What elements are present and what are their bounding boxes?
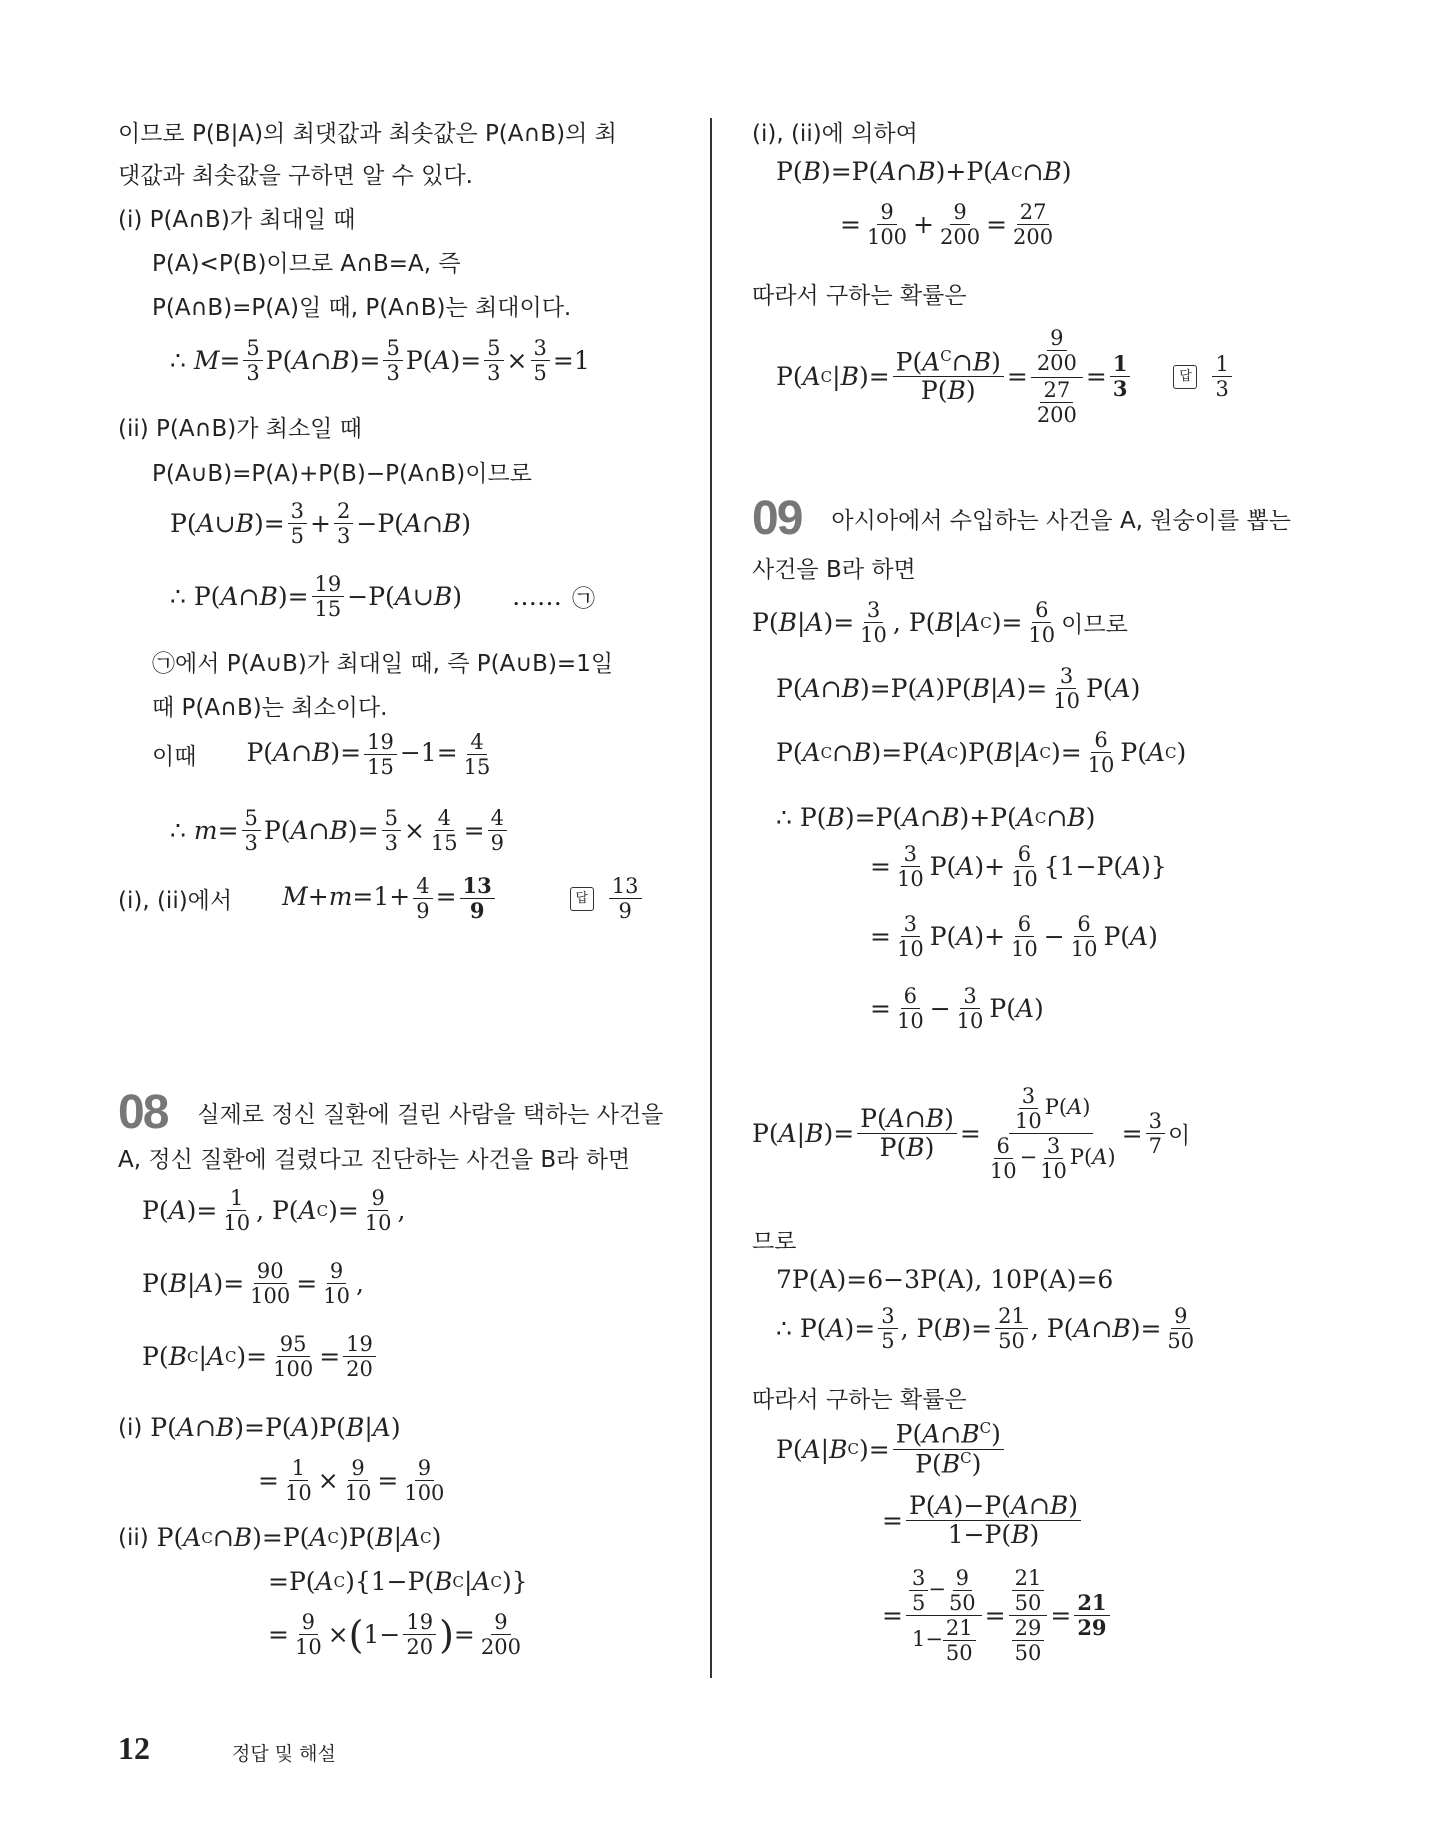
conclusion-line: (i), (ii)에서 M+m=1+ $\frac{4}{9}$ = $\frac{13}{9}$ 답 $\frac{13}{9}$ [118, 875, 645, 922]
right-heading: (i), (ii)에 의하여 [752, 121, 918, 147]
problem-08-number: 08 [118, 1086, 168, 1139]
problem-08-line-1: 실제로 정신 질환에 걸린 사람을 택하는 사건을 [197, 1102, 664, 1128]
equation-m: ∴ m = $\frac{5}{3}$ P( A ∩ B )= $\frac{5}{3}$ × $\frac{4}{15}$ = $\frac{4}{9}$ [170, 807, 510, 854]
equation-08-ii-3: = $\frac{9}{10}$ × ( 1− $\frac{19}{20}$ ) = $\frac{9}{200}$ [268, 1610, 521, 1660]
muro-word: 므로 [752, 1229, 797, 1255]
equation-09-pb-3: = $\frac{3}{10}$ P( A )+ $\frac{6}{10}$ − $\frac{6}{10}$ P( A ) [870, 912, 1158, 962]
equation-09-pb-4: = $\frac{6}{10}$ − $\frac{3}{10}$ P( A ) [870, 984, 1044, 1034]
equation-marker-1: ∴ P( A ∩ B )= $\frac{19}{15}$ −P( A ∪ B ) …… ㉠ [170, 572, 595, 622]
section-title: 정답 및 해설 [232, 1743, 336, 1765]
equation-pb-2: = $\frac{9}{100}$ + $\frac{9}{200}$ = $\frac{27}{200}$ [840, 200, 1054, 250]
equation-union: P( A ∪ B )= $\frac{3}{5}$ + $\frac{2}{3}$ −P( A ∩ B ) [170, 499, 472, 549]
equation-08-i-2: = $\frac{1}{10}$ × $\frac{9}{10}$ = $\frac{9}{100}$ [258, 1456, 445, 1506]
then-word: 이때 [152, 744, 197, 771]
equation-09-pab-cond: P( A | B )= $\frac{P(A\cap B)}{P(B)}$ = $\frac{3}{10}$ P(A) $\frac{6}{10}$ − $\frac{3}{10}$ P(A) = $\frac{3}{7}$ 이 [752, 1084, 1191, 1184]
equation-09-pb: ∴ P( B )=P( A ∩ B )+P( A C ∩ B ) [776, 803, 1096, 832]
case2-line-4b: 때 P(A∩B)는 최소이다. [152, 695, 388, 721]
equation-08-i: (i) P( A ∩ B )=P( A )P( B | A ) [118, 1413, 401, 1442]
equation-08-pbcac: P( B C | A C )= $\frac{95}{100}$ = $\frac{19}{20}$ [142, 1333, 379, 1380]
imuro: 이므로 [1061, 612, 1128, 639]
equation-09-final-2: = $\frac{P(A)-P(A\cap B)}{1-P(B)}$ [882, 1493, 1084, 1549]
column-divider [710, 118, 712, 1678]
equation-then: 이때 P(A∩B)= $\frac{19}{15}$ −1= $\frac{4}{15}$ [152, 730, 491, 780]
problem-09-line-1: 아시아에서 수입하는 사건을 A, 원숭이를 뽑는 [831, 508, 1291, 534]
answer-icon-right: 답 [1173, 365, 1197, 389]
i-word: 이 [1167, 1123, 1191, 1150]
page-number: 12 [118, 1730, 150, 1766]
problem-09-line-2: 사건을 B라 하면 [752, 557, 916, 583]
case1-line-2: P(A∩B)=P(A)일 때, P(A∩B)는 최대이다. [152, 295, 572, 321]
equation-09-pab: P( A ∩ B )=P( A )P( B | A )= $\frac{3}{10}$ P( A ) [776, 664, 1141, 714]
equation-09-values: ∴ P( A )= $\frac{3}{5}$ , P( B )= $\frac{21}{50}$ , P( A ∩ B )= $\frac{9}{50}$ [776, 1304, 1195, 1354]
equation-pb: P( B )=P( A ∩ B )+P( A C ∩ B ) [776, 157, 1072, 186]
equation-09-pb-2: = $\frac{3}{10}$ P( A )+ $\frac{6}{10}$ {1−P( A )} [870, 842, 1167, 892]
problem-09-number: 09 [752, 492, 802, 545]
equation-09-7p: 7P(A)=6−3P(A), 10P(A)=6 [776, 1265, 1114, 1294]
problem-08-line-2: A, 정신 질환에 걸렸다고 진단하는 사건을 B라 하면 [118, 1147, 631, 1173]
case1-heading: (i) P(A∩B)가 최대일 때 [118, 207, 356, 233]
equation-08-ii: (ii) P( A C ∩ B )=P( A C )P( B | A C ) [118, 1523, 442, 1552]
dots: …… [511, 582, 562, 612]
equation-09-final-3: = $\frac{3}{5}$ − $\frac{9}{50}$ 1− $\frac{21}{50}$ = $\frac{\frac{21}{50}}{\frac{29}{50}}$ = $\frac{21}{29}$ [882, 1567, 1113, 1664]
marker-1: ㉠ [571, 586, 595, 613]
equation-M: ∴ M = $\frac{5}{3}$ P( A ∩ B )= $\frac{5}{3}$ P( A )= $\frac{5}{3}$ × $\frac{3}{5}$ =1 [170, 336, 590, 386]
equation-09-final: P( A | B C )= $\frac{P(A\cap B^C)}{P(B^C)}$ [776, 1421, 1007, 1477]
equation-08-pba: P( B | A )= $\frac{90}{100}$ = $\frac{9}{10}$ , [142, 1259, 364, 1309]
equation-09-pacb: P( A C ∩ B )=P( A C )P( B | A C )= $\frac{6}{10}$ P( A C ) [776, 728, 1187, 778]
case2-line-1: P(A∪B)=P(A)+P(B)−P(A∩B)이므로 [152, 461, 532, 487]
problem-09-heading [752, 491, 1291, 546]
prob-text-2: 따라서 구하는 확률은 [752, 1387, 967, 1413]
equation-09-given: P( B | A )= $\frac{3}{10}$ , P( B | A C )= $\frac{6}{10}$ 이므로 [752, 598, 1128, 648]
conclusion-prefix: (i), (ii)에서 [118, 888, 233, 915]
case2-heading: (ii) P(A∩B)가 최소일 때 [118, 416, 362, 442]
equation-08-pa: P( A )= $\frac{1}{10}$ , P( A C )= $\frac{9}{10}$ , [142, 1186, 406, 1236]
intro-line-2: 댓값과 최솟값을 구하면 알 수 있다. [118, 163, 473, 189]
equation-pacb: P( A C | B )= $\frac{P(A^C\cap B)}{P(B)}$ = $\frac{\frac{9}{200}}{\frac{27}{200}}$ = $\frac{1}{3}$ 답 $\frac{1}{3}$ [776, 327, 1235, 426]
problem-08-heading [118, 1085, 663, 1140]
prob-text-1: 따라서 구하는 확률은 [752, 283, 967, 309]
equation-08-ii-2: =P( A C ){1−P( B C | A C )} [268, 1567, 528, 1596]
case2-line-4a: ㉠에서 P(A∪B)가 최대일 때, 즉 P(A∪B)=1일 [152, 651, 614, 677]
answer-icon: 답 [570, 887, 594, 911]
case1-line-1: P(A)<P(B)이므로 A∩B=A, 즉 [152, 251, 461, 277]
intro-line-1: 이므로 P(B|A)의 최댓값과 최솟값은 P(A∩B)의 최 [118, 121, 617, 147]
